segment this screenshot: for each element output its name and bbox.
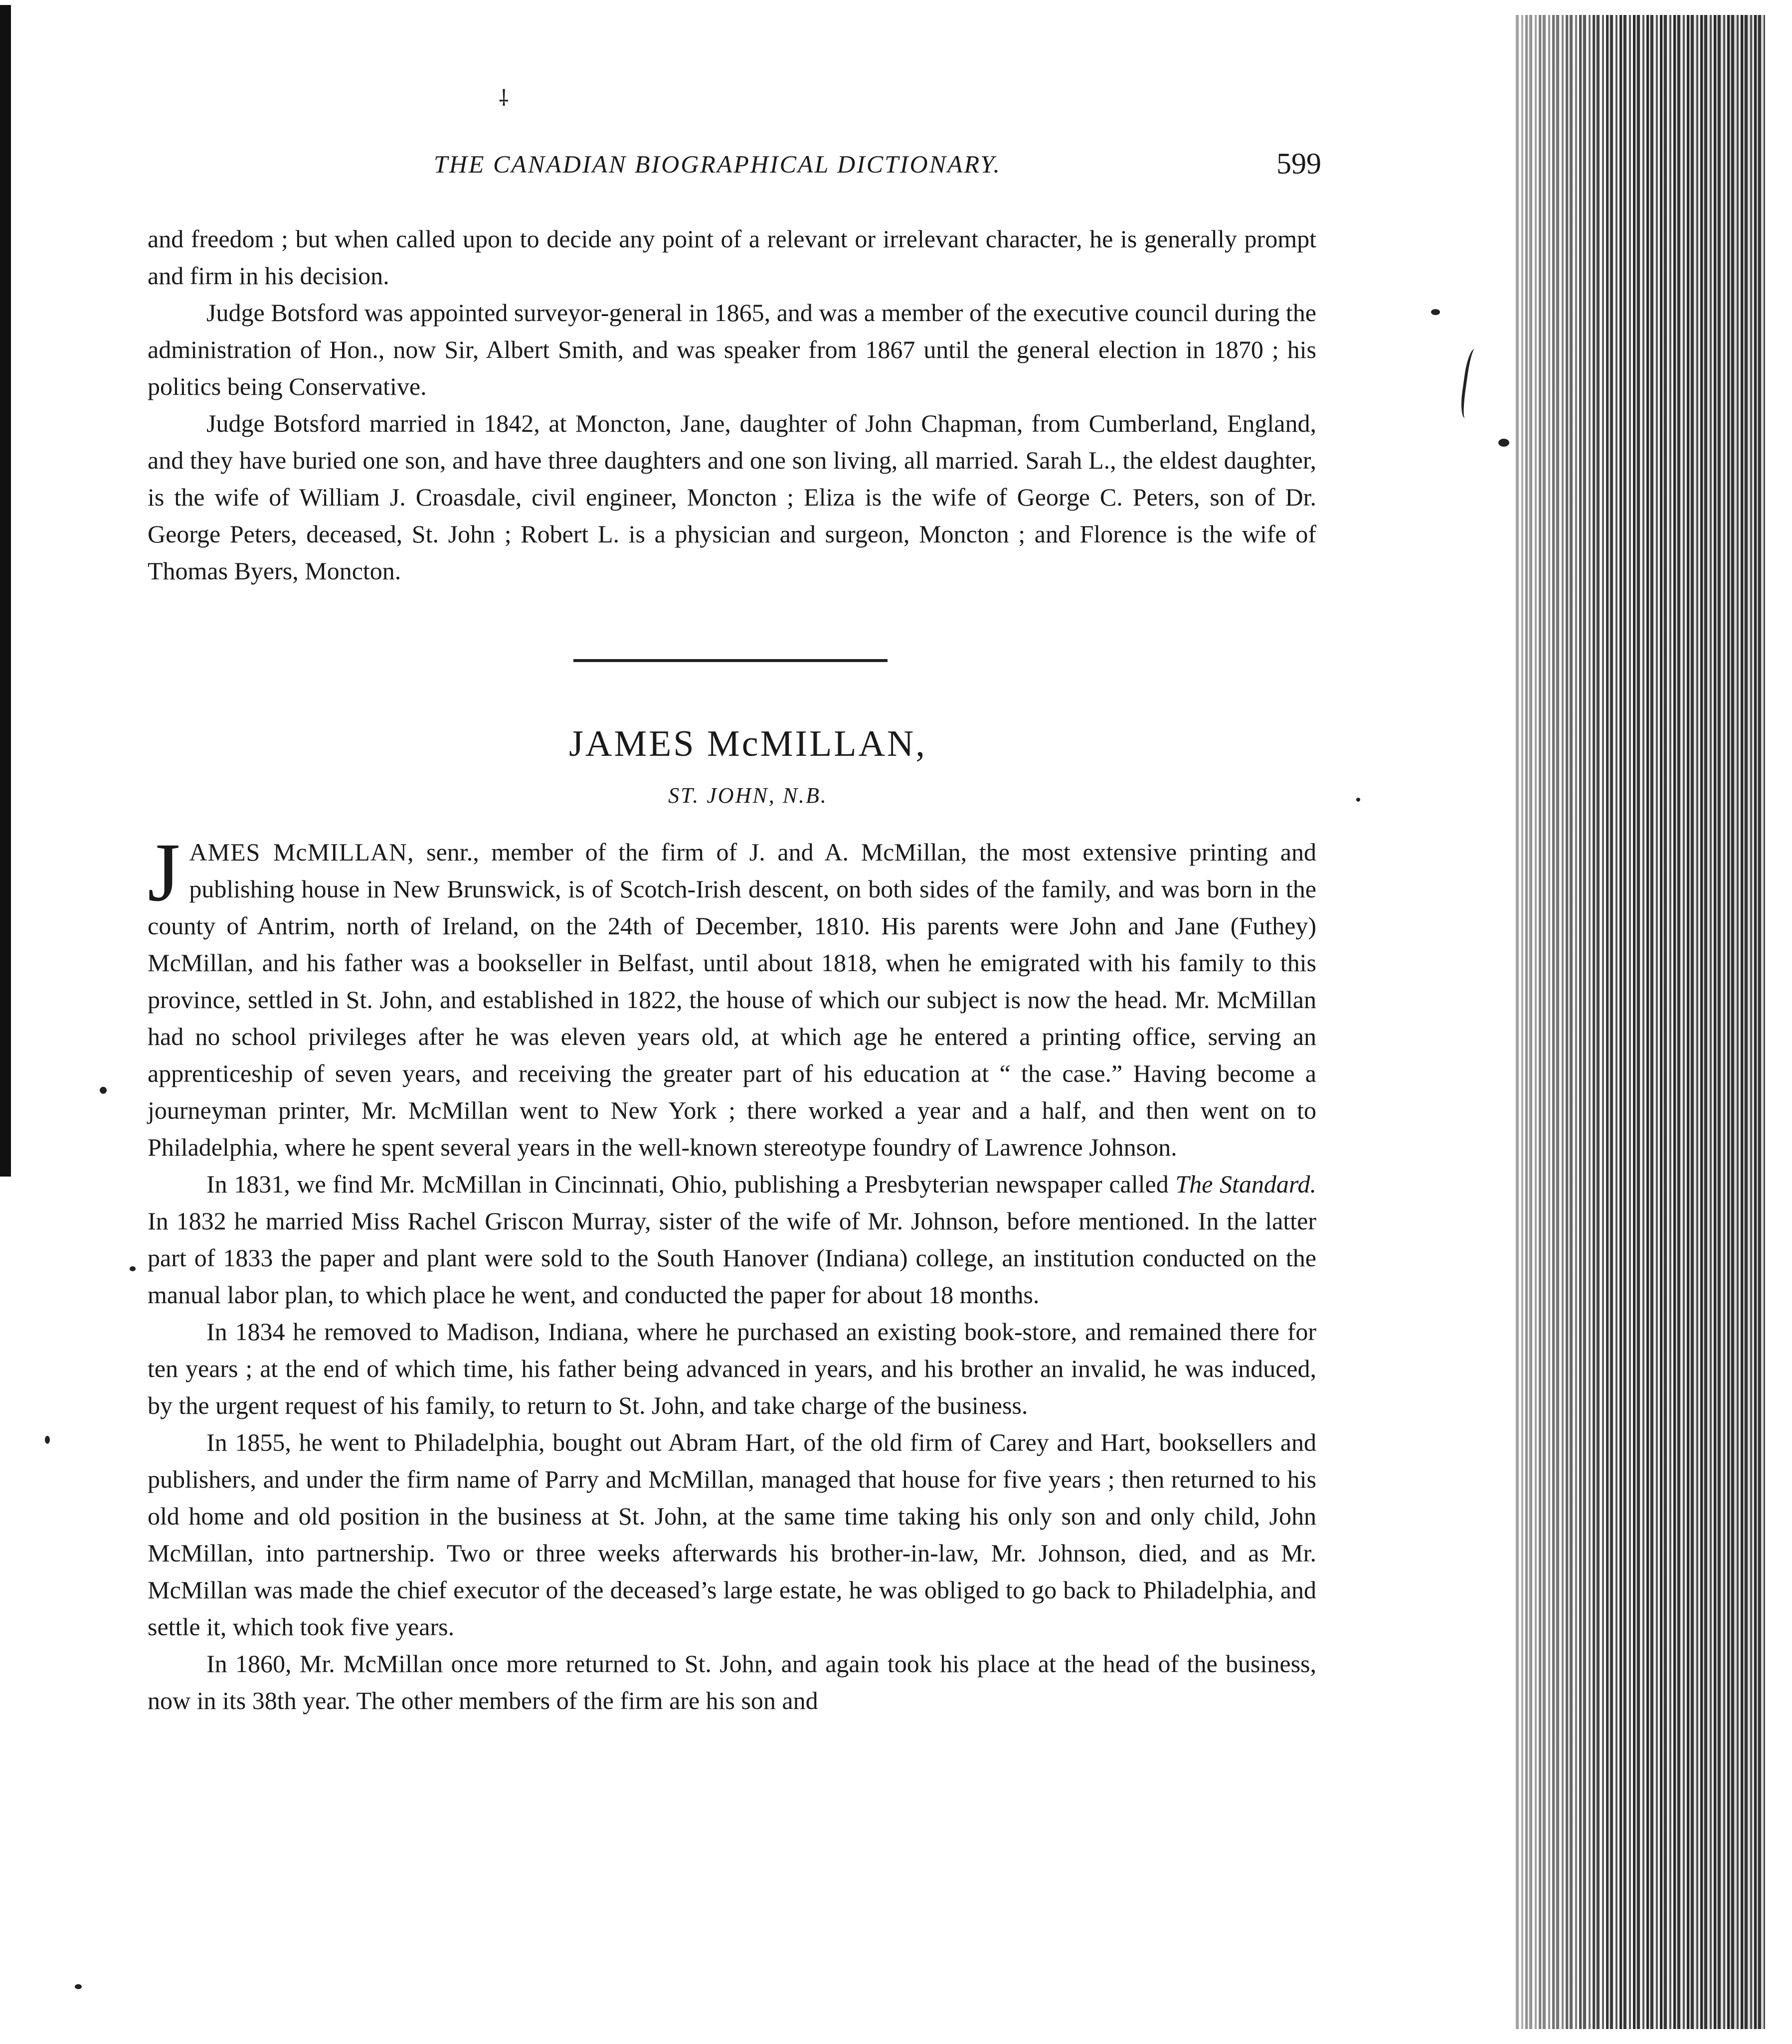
- paragraph-first: [148, 826, 1317, 1166]
- ink-speck: [1431, 309, 1440, 315]
- lead-word: AMES McMILLAN,: [189, 838, 414, 866]
- page-number: 599: [1276, 147, 1321, 180]
- ink-speck: [75, 1984, 82, 1989]
- paragraph: [148, 1166, 1316, 1313]
- newspaper-title: The Standard.: [1175, 1170, 1316, 1198]
- section-divider: [573, 659, 888, 662]
- entry-location: ST. JOHN, N.B.: [668, 783, 828, 808]
- entry-body: [148, 826, 1317, 1719]
- paragraph: In 1855, he went to Philadelphia, bought out Abram Hart, of the old firm of Carey and Hart, booksellers and publishers, and under the firm name of Parry and McMillan, managed that house for five years ; then returned to his old home and old position in the business at St. John, at the same time taking his only son and only child, John McMillan, into partnership. Two or three weeks afterwards his brother-in-law, Mr. Johnson, died, and as Mr. McMillan was made the chief executor of the deceased’s large estate, he was obliged to go back to Philadelphia, and settle it, which took five years.: [148, 1428, 1316, 1641]
- ink-speck: [1356, 798, 1360, 802]
- paragraph-text: In 1831, we find Mr. McMillan in Cincinnati, Ohio, publishing a Presbyterian newspaper called: [206, 1170, 1176, 1198]
- ink-speck: [1498, 439, 1509, 447]
- running-title: THE CANADIAN BIOGRAPHICAL DICTIONARY.: [434, 150, 1001, 178]
- paragraph-text: senr., member of the firm of J. and A. McMillan, the most extensive printing and publishing house in New Brunswick, is of Scotch-Irish descent, on both sides of the family, and was born in the county of Antrim, north of Ireland, on the 24th of December, 1810. His parents were John and Jane (Futhey) McMillan, and his father was a bookseller in Belfast, until about 1818, when he emigrated with his family to this province, settled in St. John, and established in 1822, the house of which our subject is now the head. Mr. McMillan had no school privileges after he was eleven years old, at which age he entered a printing office, serving an apprenticeship of seven years, and receiving the greater part of his education at “ the case.” Having become a journeyman printer, Mr. McMillan went to New York ; there worked a year and a half, and then went on to Philadelphia, where he spent several years in the well-known stereotype foundry of Lawrence Johnson.: [148, 838, 1317, 1161]
- paragraph: In 1834 he removed to Madison, Indiana, where he purchased an existing book-store, and remained there for ten years ; at the end of which time, his father being advanced in years, and his brother an invalid, he was induced, by the urgent request of his family, to return to St. John, and take charge of the business.: [148, 1318, 1316, 1419]
- binding-shadow: [1516, 15, 1765, 2029]
- drop-cap: J: [148, 826, 180, 919]
- ink-speck: [45, 1436, 50, 1444]
- ink-speck: [130, 1266, 136, 1271]
- margin-ink-mark: [1458, 348, 1484, 419]
- paragraph: Judge Botsford married in 1842, at Moncton, Jane, daughter of John Chapman, from Cumberland, England, and they have buried one son, and have three daughters and one son living, all married. Sarah L., the eldest daughter, is the wife of William J. Croasdale, civil engineer, Moncton ; Eliza is the wife of George C. Peters, son of Dr. George Peters, deceased, St. John ; Robert L. is a physician and surgeon, Moncton ; and Florence is the wife of Thomas Byers, Moncton.: [148, 409, 1316, 585]
- paragraph: In 1860, Mr. McMillan once more returned to St. John, and again took his place at the head of the business, now in its 38th year. The other members of the firm are his son and: [148, 1650, 1316, 1714]
- ink-speck: [100, 1087, 107, 1094]
- scan-edge-shadow: [0, 5, 11, 1177]
- previous-entry-text: [148, 220, 1316, 589]
- ink-smudge: ⸸: [499, 86, 509, 111]
- paragraph: Judge Botsford was appointed surveyor-general in 1865, and was a member of the executive council during the administration of Hon., now Sir, Albert Smith, and was speaker from 1867 until the general election in 1870 ; his politics being Conservative.: [148, 299, 1316, 400]
- entry-heading: JAMES McMILLAN,: [569, 723, 927, 764]
- paragraph-text: In 1832 he married Miss Rachel Griscon Murray, sister of the wife of Mr. Johnson, before mentioned. In the latter part of 1833 the paper and plant were sold to the South Hanover (Indiana) college, an institution conducted on the manual labor plan, to which place he went, and conducted the paper for about 18 months.: [148, 1207, 1316, 1309]
- paragraph: and freedom ; but when called upon to decide any point of a relevant or irrelevant character, he is generally prompt and firm in his decision.: [148, 225, 1316, 290]
- running-header: [140, 147, 1336, 189]
